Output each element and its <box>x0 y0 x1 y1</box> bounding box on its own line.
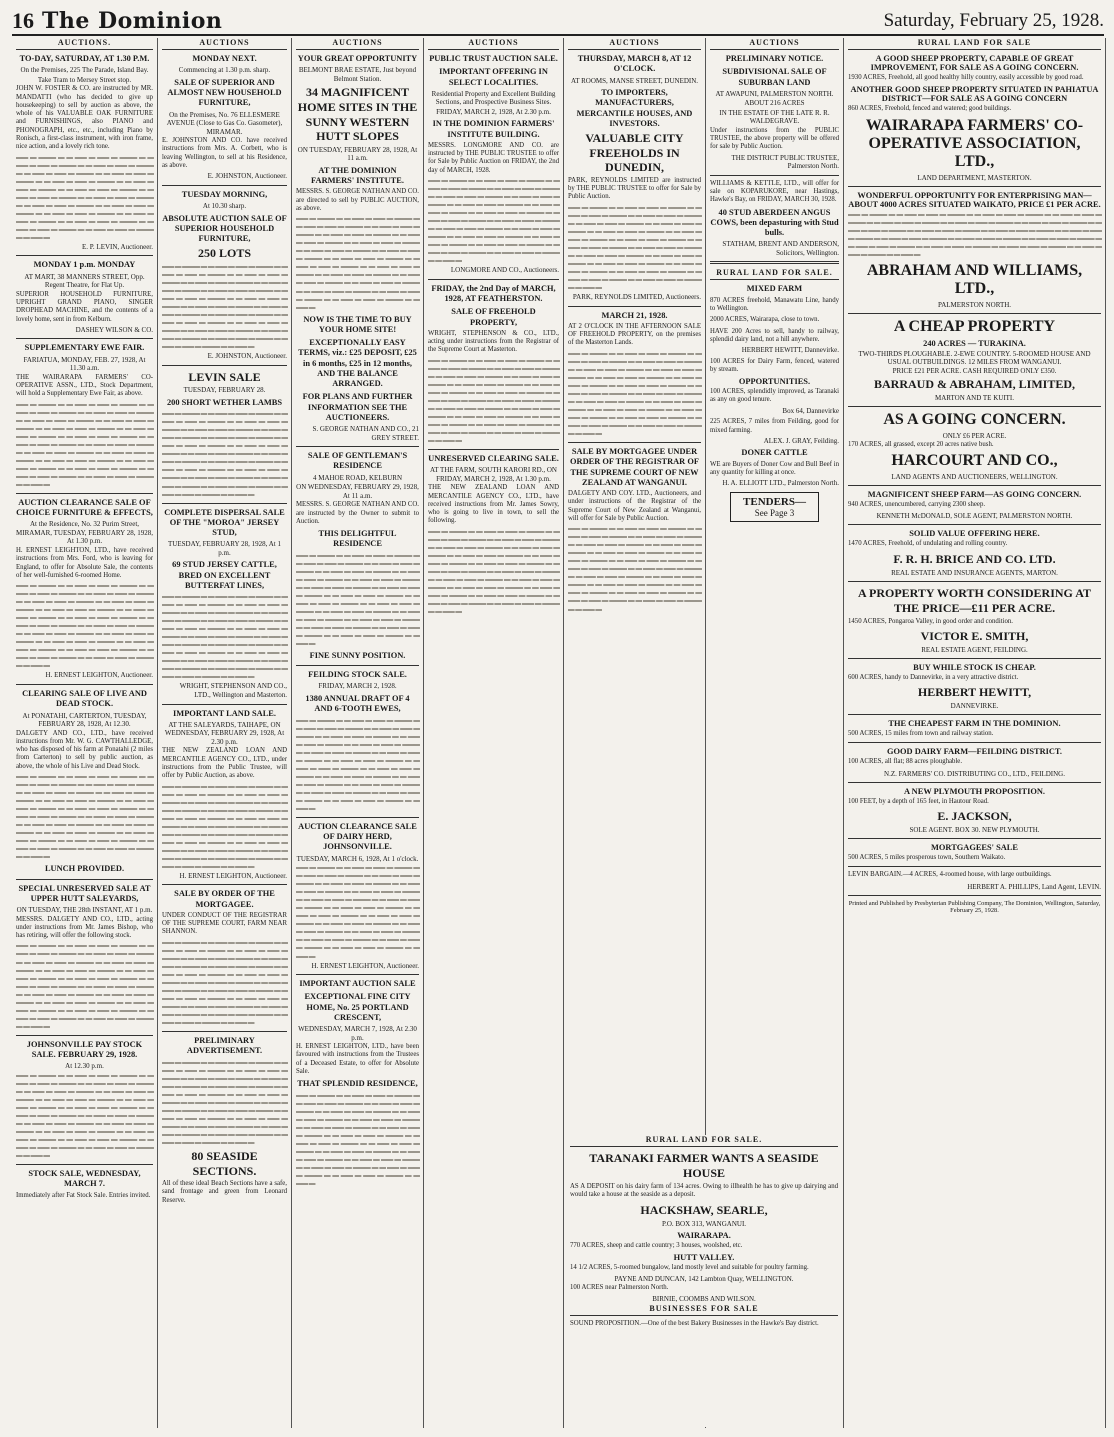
business-ad <box>570 1320 838 1328</box>
ad-place: AT ROOMS, MANSE STREET, DUNEDIN. <box>570 76 699 85</box>
ad-description: TWO-THIRDS PLOUGHABLE. 2-EWE COUNTRY. 5-ROOMED HOUSE AND USUAL OUTBUILDINGS. 12 MILES FROM WANGANUI. <box>858 349 1091 366</box>
ad-title: YOUR GREAT OPPORTUNITY <box>297 54 418 63</box>
land-ad <box>848 105 1101 113</box>
column-auctions-3 <box>292 38 424 1428</box>
ad-body: H. ERNEST LEIGHTON, LTD., have received instructions from Mrs. Ford, who is leaving for England, to offer for Absolute Sale, the contents of her well-furnished 6-roomed Home. <box>16 547 153 579</box>
column-heading: AUCTIONS <box>568 38 701 50</box>
ad-title: WONDERFUL OPPORTUNITY FOR ENTERPRISING MAN—ABOUT 4000 ACRES SITUATED WAIKATO, PRICE £1 PER ACRE. <box>848 190 1101 209</box>
ad-signature: PARK, REYNOLDS LIMITED, Auctioneers. <box>572 293 701 302</box>
ad-body: JOHN W. FOSTER & CO. are instructed by MR. MANDATTI (who has decided to give up housekeeping) to sell by auction as above, the whole of his VALUABLE OAK FURNITURE and FURNISHINGS, also PIANO and PHONOGRAPH, etc., etc., including Piano by Ronisch, a first-class instrument, with iron frame, nice action, and a lovely rich tone. <box>16 85 153 151</box>
land-ad <box>848 540 1101 548</box>
ad-signature: LONGMORE AND CO., Auctioneers. <box>450 266 559 275</box>
ad-body: 940 ACRES, unencumbered, carrying 2300 sheep. <box>848 501 986 509</box>
ad-detail: ▬▬ ▬ ▬▬▬ ▬ ▬ ▬▬ ▬ ▬▬ ▬ ▬▬▬ ▬ ▬ ▬▬ ▬ ▬▬ ▬ ▬▬▬ ▬ ▬ ▬▬ ▬ ▬▬ ▬ ▬▬▬ ▬ ▬ ▬▬ ▬ ▬▬ ▬ ▬▬▬ ▬ ▬ ▬▬ ▬ ▬▬ ▬ ▬▬▬ ▬ ▬ ▬▬ ▬ ▬▬ ▬ ▬▬▬ ▬ ▬ ▬▬ ▬ ▬▬ ▬ ▬▬▬ ▬ ▬ ▬▬ ▬ ▬▬ ▬ ▬▬▬ ▬ ▬ ▬▬ ▬ ▬▬ ▬ ▬▬▬ ▬ ▬ ▬▬ ▬ ▬▬ ▬ ▬▬▬ ▬ ▬ ▬▬ ▬ ▬▬ ▬ ▬▬▬ ▬ ▬ ▬▬ ▬ ▬▬ ▬ ▬▬▬ ▬ ▬ ▬▬ ▬ ▬▬ ▬ ▬▬▬ ▬ ▬ ▬▬ ▬ ▬▬ ▬ ▬▬▬ ▬ ▬ ▬▬ ▬ ▬▬ ▬ ▬▬▬ ▬ ▬ ▬▬ ▬ ▬▬ ▬ ▬▬▬ ▬ ▬ ▬▬ ▬ ▬▬ ▬ ▬▬▬ ▬ ▬ ▬▬ ▬ <box>16 942 153 1030</box>
ad-title: MAGNIFICENT SHEEP FARM—AS GOING CONCERN. <box>867 490 1082 500</box>
ad-body: THE WAIRARAPA FARMERS' CO-OPERATIVE ASSN., LTD., Stock Department, will hold a Supplementary Ewe Fair, as above. <box>16 373 153 398</box>
ad-title: FRIDAY, the 2nd Day of MARCH, 1928, AT FEATHERSTON. <box>431 283 556 304</box>
ad-headline: A PROPERTY WORTH CONSIDERING AT THE PRICE—£11 PER ACRE. <box>858 585 1091 615</box>
ad-date: TUESDAY, FEBRUARY 28, 1928, At 1 p.m. <box>168 540 281 557</box>
ad-signature: HERBERT HEWITT, Dannevirke. <box>741 346 839 355</box>
auction-ad <box>16 343 153 489</box>
auction-ad <box>296 979 419 1188</box>
ad-title: SALE OF GENTLEMAN'S RESIDENCE <box>307 451 408 471</box>
ad-body: 600 ACRES, handy to Dannevirke, in a very attractive district. <box>848 673 1019 681</box>
agent-name: F. R. H. BRICE AND CO. LTD. <box>893 551 1056 566</box>
agent-name: HARCOURT AND CO., <box>891 452 1058 470</box>
auction-ad <box>162 1036 287 1205</box>
auction-ad <box>16 689 153 875</box>
agent-place: MARTON AND TE KUITI. <box>934 393 1015 402</box>
ad-date: FRIDAY, MARCH 2, 1928, At 2.30 p.m. <box>436 107 551 116</box>
ad-body: 170 ACRES, all grassed, except 20 acres native bush. <box>848 440 994 448</box>
auction-ad <box>296 451 419 661</box>
ad-title: JOHNSONVILLE PAY STOCK SALE. FEBRUARY 29, 1928. <box>26 1039 143 1060</box>
agent-name: HACKSHAW, SEARLE, <box>640 1202 768 1217</box>
ad-detail: ▬▬ ▬ ▬▬▬ ▬ ▬ ▬▬ ▬ ▬▬ ▬ ▬▬▬ ▬ ▬ ▬▬ ▬ ▬▬ ▬ ▬▬▬ ▬ ▬ ▬▬ ▬ ▬▬ ▬ ▬▬▬ ▬ ▬ ▬▬ ▬ ▬▬ ▬ ▬▬▬ ▬ ▬ ▬▬ ▬ ▬▬ ▬ ▬▬▬ ▬ ▬ ▬▬ ▬ ▬▬ ▬ ▬▬▬ ▬ ▬ ▬▬ ▬ ▬▬ ▬ ▬▬▬ ▬ ▬ ▬▬ ▬ ▬▬ ▬ ▬▬▬ ▬ ▬ ▬▬ ▬ ▬▬ ▬ ▬▬▬ ▬ ▬ ▬▬ ▬ ▬▬ ▬ ▬▬▬ ▬ ▬ ▬▬ ▬ ▬▬ ▬ ▬▬▬ ▬ ▬ ▬▬ ▬ ▬▬ ▬ ▬▬▬ ▬ ▬ ▬▬ ▬ ▬▬ ▬ ▬▬▬ ▬ ▬ ▬▬ ▬ ▬▬ ▬ ▬▬▬ ▬ ▬ ▬▬ ▬ ▬▬ ▬ ▬▬▬ ▬ ▬ ▬▬ ▬ ▬▬ ▬ ▬▬▬ ▬ ▬ ▬▬ ▬ ▬▬ ▬ ▬▬▬ ▬ ▬ ▬▬ ▬ <box>848 210 1101 258</box>
ad-acres: ABOUT 216 ACRES <box>744 99 805 108</box>
ad-date: ON TUESDAY, THE 28th INSTANT, AT 1 p.m. <box>16 906 153 915</box>
ad-detail: ▬▬ ▬ ▬▬▬ ▬ ▬ ▬▬ ▬ ▬▬ ▬ ▬▬▬ ▬ ▬ ▬▬ ▬ ▬▬ ▬ ▬▬▬ ▬ ▬ ▬▬ ▬ ▬▬ ▬ ▬▬▬ ▬ ▬ ▬▬ ▬ ▬▬ ▬ ▬▬▬ ▬ ▬ ▬▬ ▬ ▬▬ ▬ ▬▬▬ ▬ ▬ ▬▬ ▬ ▬▬ ▬ ▬▬▬ ▬ ▬ ▬▬ ▬ ▬▬ ▬ ▬▬▬ ▬ ▬ ▬▬ ▬ ▬▬ ▬ ▬▬▬ ▬ ▬ ▬▬ ▬ ▬▬ ▬ ▬▬▬ ▬ ▬ ▬▬ ▬ ▬▬ ▬ ▬▬▬ ▬ ▬ ▬▬ ▬ ▬▬ ▬ ▬▬▬ ▬ ▬ ▬▬ ▬ ▬▬ ▬ ▬▬▬ ▬ ▬ ▬▬ ▬ ▬▬ ▬ ▬▬▬ ▬ ▬ ▬▬ ▬ ▬▬ ▬ ▬▬▬ ▬ ▬ ▬▬ ▬ ▬▬ ▬ ▬▬▬ ▬ ▬ ▬▬ ▬ ▬▬ ▬ ▬▬▬ ▬ ▬ ▬▬ ▬ ▬▬ ▬ ▬▬▬ ▬ ▬ ▬▬ ▬ <box>16 772 153 861</box>
auction-ad <box>16 1169 153 1200</box>
agent-name: ABRAHAM AND WILLIAMS, LTD., <box>866 261 1083 297</box>
ad-note: LUNCH PROVIDED. <box>44 864 125 874</box>
land-ad <box>848 871 1101 879</box>
ad-date: ON WEDNESDAY, FEBRUARY 29, 1928, At 11 a.m. <box>296 483 419 500</box>
ad-title: SPECIAL UNRESERVED SALE AT UPPER HUTT SALEYARDS, <box>18 883 151 903</box>
ad-detail: ▬▬ ▬ ▬▬▬ ▬ ▬ ▬▬ ▬ ▬▬ ▬ ▬▬▬ ▬ ▬ ▬▬ ▬ ▬▬ ▬ ▬▬▬ ▬ ▬ ▬▬ ▬ ▬▬ ▬ ▬▬▬ ▬ ▬ ▬▬ ▬ ▬▬ ▬ ▬▬▬ ▬ ▬ ▬▬ ▬ ▬▬ ▬ ▬▬▬ ▬ ▬ ▬▬ ▬ ▬▬ ▬ ▬▬▬ ▬ ▬ ▬▬ ▬ ▬▬ ▬ ▬▬▬ ▬ ▬ ▬▬ ▬ ▬▬ ▬ ▬▬▬ ▬ ▬ ▬▬ ▬ ▬▬ ▬ ▬▬▬ ▬ ▬ ▬▬ ▬ ▬▬ ▬ ▬▬▬ ▬ ▬ ▬▬ ▬ ▬▬ ▬ ▬▬▬ ▬ ▬ ▬▬ ▬ ▬▬ ▬ ▬▬▬ ▬ ▬ ▬▬ ▬ ▬▬ ▬ ▬▬▬ ▬ ▬ ▬▬ ▬ ▬▬ ▬ ▬▬▬ ▬ ▬ ▬▬ ▬ ▬▬ ▬ ▬▬▬ ▬ ▬ ▬▬ ▬ ▬▬ ▬ ▬▬▬ ▬ ▬ ▬▬ ▬ ▬▬ ▬ ▬▬▬ ▬ ▬ ▬▬ ▬ <box>296 215 419 311</box>
ad-place: At the Residence, No. 32 Purim Street, MIRAMAR, TUESDAY, FEBRUARY 28, 1928, At 1.30 p.m. <box>16 520 153 546</box>
ad-title: MIXED FARM <box>746 284 803 294</box>
ad-title: AUCTION CLEARANCE SALE OF DAIRY HERD, JOHNSONVILLE. <box>298 821 417 852</box>
ad-detail: ▬▬ ▬ ▬▬▬ ▬ ▬ ▬▬ ▬ ▬▬ ▬ ▬▬▬ ▬ ▬ ▬▬ ▬ ▬▬ ▬ ▬▬▬ ▬ ▬ ▬▬ ▬ ▬▬ ▬ ▬▬▬ ▬ ▬ ▬▬ ▬ ▬▬ ▬ ▬▬▬ ▬ ▬ ▬▬ ▬ ▬▬ ▬ ▬▬▬ ▬ ▬ ▬▬ ▬ ▬▬ ▬ ▬▬▬ ▬ ▬ ▬▬ ▬ ▬▬ ▬ ▬▬▬ ▬ ▬ ▬▬ ▬ ▬▬ ▬ ▬▬▬ ▬ ▬ ▬▬ ▬ ▬▬ ▬ ▬▬▬ ▬ ▬ ▬▬ ▬ ▬▬ ▬ ▬▬▬ ▬ ▬ ▬▬ ▬ ▬▬ ▬ ▬▬▬ ▬ ▬ ▬▬ ▬ ▬▬ ▬ ▬▬▬ ▬ ▬ ▬▬ ▬ ▬▬ ▬ ▬▬▬ ▬ ▬ ▬▬ ▬ ▬▬ ▬ ▬▬▬ ▬ ▬ ▬▬ ▬ ▬▬ ▬ ▬▬▬ ▬ ▬ ▬▬ ▬ ▬▬ ▬ ▬▬▬ ▬ ▬ ▬▬ ▬ ▬▬ ▬ ▬▬▬ ▬ ▬ ▬▬ ▬ <box>296 716 419 812</box>
ad-body: 500 ACRES, 5 miles prosperous town, Southern Waikato. <box>848 854 1006 861</box>
ad-body: THE NEW ZEALAND LOAN AND MERCANTILE AGENCY CO., LTD., have received instructions from Mr. James Sowry, who is going to live in town, to sell the following. <box>428 484 559 525</box>
ad-detail: ▬▬ ▬ ▬▬▬ ▬ ▬ ▬▬ ▬ ▬▬ ▬ ▬▬▬ ▬ ▬ ▬▬ ▬ ▬▬ ▬ ▬▬▬ ▬ ▬ ▬▬ ▬ ▬▬ ▬ ▬▬▬ ▬ ▬ ▬▬ ▬ ▬▬ ▬ ▬▬▬ ▬ ▬ ▬▬ ▬ ▬▬ ▬ ▬▬▬ ▬ ▬ ▬▬ ▬ ▬▬ ▬ ▬▬▬ ▬ ▬ ▬▬ ▬ ▬▬ ▬ ▬▬▬ ▬ ▬ ▬▬ ▬ ▬▬ ▬ ▬▬▬ ▬ ▬ ▬▬ ▬ ▬▬ ▬ ▬▬▬ ▬ ▬ ▬▬ ▬ ▬▬ ▬ ▬▬▬ ▬ ▬ ▬▬ ▬ ▬▬ ▬ ▬▬▬ ▬ ▬ ▬▬ ▬ ▬▬ ▬ ▬▬▬ ▬ ▬ ▬▬ ▬ ▬▬ ▬ ▬▬▬ ▬ ▬ ▬▬ ▬ ▬▬ ▬ ▬▬▬ ▬ ▬ ▬▬ ▬ ▬▬ ▬ ▬▬▬ ▬ ▬ ▬▬ ▬ ▬▬ ▬ ▬▬▬ ▬ ▬ ▬▬ ▬ ▬▬ ▬ ▬▬▬ ▬ ▬ ▬▬ ▬ <box>16 582 153 670</box>
printer-imprint: Printed and Published by Presbyterian Publishing Company, The Dominion, Wellington, Saturday, February 25, 1928. <box>848 899 1101 914</box>
ad-signature: ALEX. J. GRAY, Feilding. <box>763 436 839 445</box>
ad-title: A NEW PLYMOUTH PROPOSITION. <box>904 786 1045 796</box>
ad-subtitle: 240 ACRES — TURAKINA. <box>923 338 1026 348</box>
ad-detail: ▬▬ ▬ ▬▬▬ ▬ ▬ ▬▬ ▬ ▬▬ ▬ ▬▬▬ ▬ ▬ ▬▬ ▬ ▬▬ ▬ ▬▬▬ ▬ ▬ ▬▬ ▬ ▬▬ ▬ ▬▬▬ ▬ ▬ ▬▬ ▬ ▬▬ ▬ ▬▬▬ ▬ ▬ ▬▬ ▬ ▬▬ ▬ ▬▬▬ ▬ ▬ ▬▬ ▬ ▬▬ ▬ ▬▬▬ ▬ ▬ ▬▬ ▬ ▬▬ ▬ ▬▬▬ ▬ ▬ ▬▬ ▬ ▬▬ ▬ ▬▬▬ ▬ ▬ ▬▬ ▬ ▬▬ ▬ ▬▬▬ ▬ ▬ ▬▬ ▬ ▬▬ ▬ ▬▬▬ ▬ ▬ ▬▬ ▬ ▬▬ ▬ ▬▬▬ ▬ ▬ ▬▬ ▬ ▬▬ ▬ ▬▬▬ ▬ ▬ ▬▬ ▬ ▬▬ ▬ ▬▬▬ ▬ ▬ ▬▬ ▬ ▬▬ ▬ ▬▬▬ ▬ ▬ ▬▬ ▬ ▬▬ ▬ ▬▬▬ ▬ ▬ ▬▬ ▬ ▬▬ ▬ ▬▬▬ ▬ ▬ ▬▬ ▬ ▬▬ ▬ ▬▬▬ ▬ ▬ ▬▬ ▬ <box>162 262 287 351</box>
ad-place: At PONATAHI, CARTERTON, TUESDAY, FEBRUARY 28, 1928, At 12.30. <box>22 711 147 729</box>
land-ad <box>570 1264 838 1272</box>
ad-subtitle: ABSOLUTE AUCTION SALE OF SUPERIOR HOUSEHOLD FURNITURE, <box>162 213 287 244</box>
ad-body: THE NEW ZEALAND LOAN AND MERCANTILE AGENCY CO., LTD., under instructions from the Public Trustee, will offer by Public Auction, as above. <box>162 747 287 780</box>
column-auctions-4 <box>424 38 564 1428</box>
land-ad <box>710 448 839 487</box>
ad-signature: H. ERNEST LEIGHTON, Auctioneer. <box>45 671 153 680</box>
column-heading: AUCTIONS <box>428 38 559 50</box>
auction-ad <box>16 884 153 1031</box>
agent-dept: LAND DEPARTMENT, MASTERTON. <box>917 173 1032 182</box>
ad-lead: 80 SEASIDE SECTIONS. <box>191 1148 258 1178</box>
ad-detail: ▬▬ ▬ ▬▬▬ ▬ ▬ ▬▬ ▬ ▬▬ ▬ ▬▬▬ ▬ ▬ ▬▬ ▬ ▬▬ ▬ ▬▬▬ ▬ ▬ ▬▬ ▬ ▬▬ ▬ ▬▬▬ ▬ ▬ ▬▬ ▬ ▬▬ ▬ ▬▬▬ ▬ ▬ ▬▬ ▬ ▬▬ ▬ ▬▬▬ ▬ ▬ ▬▬ ▬ ▬▬ ▬ ▬▬▬ ▬ ▬ ▬▬ ▬ ▬▬ ▬ ▬▬▬ ▬ ▬ ▬▬ ▬ ▬▬ ▬ ▬▬▬ ▬ ▬ ▬▬ ▬ ▬▬ ▬ ▬▬▬ ▬ ▬ ▬▬ ▬ ▬▬ ▬ ▬▬▬ ▬ ▬ ▬▬ ▬ ▬▬ ▬ ▬▬▬ ▬ ▬ ▬▬ ▬ ▬▬ ▬ ▬▬▬ ▬ ▬ ▬▬ ▬ ▬▬ ▬ ▬▬▬ ▬ ▬ ▬▬ ▬ ▬▬ ▬ ▬▬▬ ▬ ▬ ▬▬ ▬ ▬▬ ▬ ▬▬▬ ▬ ▬ ▬▬ ▬ ▬▬ ▬ ▬▬▬ ▬ ▬ ▬▬ ▬ ▬▬ ▬ ▬▬▬ ▬ ▬ ▬▬ ▬ <box>428 356 559 444</box>
auction-ad <box>428 284 559 445</box>
auction-ad <box>710 54 839 171</box>
column-heading: RURAL LAND FOR SALE <box>848 38 1101 50</box>
ad-detail: ▬▬ ▬ ▬▬▬ ▬ ▬ ▬▬ ▬ ▬▬ ▬ ▬▬▬ ▬ ▬ ▬▬ ▬ ▬▬ ▬ ▬▬▬ ▬ ▬ ▬▬ ▬ ▬▬ ▬ ▬▬▬ ▬ ▬ ▬▬ ▬ ▬▬ ▬ ▬▬▬ ▬ ▬ ▬▬ ▬ ▬▬ ▬ ▬▬▬ ▬ ▬ ▬▬ ▬ ▬▬ ▬ ▬▬▬ ▬ ▬ ▬▬ ▬ ▬▬ ▬ ▬▬▬ ▬ ▬ ▬▬ ▬ ▬▬ ▬ ▬▬▬ ▬ ▬ ▬▬ ▬ ▬▬ ▬ ▬▬▬ ▬ ▬ ▬▬ ▬ ▬▬ ▬ ▬▬▬ ▬ ▬ ▬▬ ▬ ▬▬ ▬ ▬▬▬ ▬ ▬ ▬▬ ▬ ▬▬ ▬ ▬▬▬ ▬ ▬ ▬▬ ▬ ▬▬ ▬ ▬▬▬ ▬ ▬ ▬▬ ▬ ▬▬ ▬ ▬▬▬ ▬ ▬ ▬▬ ▬ ▬▬ ▬ ▬▬▬ ▬ ▬ ▬▬ ▬ ▬▬ ▬ ▬▬▬ ▬ ▬ ▬▬ ▬ ▬▬ ▬ ▬▬▬ ▬ ▬ ▬▬ ▬ <box>428 527 559 616</box>
auction-ad <box>162 709 287 881</box>
ad-place: On the Premises, 225 The Parade, Island Bay. <box>20 66 149 75</box>
ad-title: SALE BY MORTGAGEE UNDER ORDER OF THE REGISTRAR OF THE SUPREME COURT OF NEW ZEALAND AT WANGANUI. <box>570 447 699 487</box>
ad-detail: ▬▬ ▬ ▬▬▬ ▬ ▬ ▬▬ ▬ ▬▬ ▬ ▬▬▬ ▬ ▬ ▬▬ ▬ ▬▬ ▬ ▬▬▬ ▬ ▬ ▬▬ ▬ ▬▬ ▬ ▬▬▬ ▬ ▬ ▬▬ ▬ ▬▬ ▬ ▬▬▬ ▬ ▬ ▬▬ ▬ ▬▬ ▬ ▬▬▬ ▬ ▬ ▬▬ ▬ ▬▬ ▬ ▬▬▬ ▬ ▬ ▬▬ ▬ ▬▬ ▬ ▬▬▬ ▬ ▬ ▬▬ ▬ ▬▬ ▬ ▬▬▬ ▬ ▬ ▬▬ ▬ ▬▬ ▬ ▬▬▬ ▬ ▬ ▬▬ ▬ ▬▬ ▬ ▬▬▬ ▬ ▬ ▬▬ ▬ ▬▬ ▬ ▬▬▬ ▬ ▬ ▬▬ ▬ ▬▬ ▬ ▬▬▬ ▬ ▬ ▬▬ ▬ ▬▬ ▬ ▬▬▬ ▬ ▬ ▬▬ ▬ ▬▬ ▬ ▬▬▬ ▬ ▬ ▬▬ ▬ ▬▬ ▬ ▬▬▬ ▬ ▬ ▬▬ ▬ ▬▬ ▬ ▬▬▬ ▬ ▬ ▬▬ ▬ ▬▬ ▬ ▬▬▬ ▬ ▬ ▬▬ ▬ <box>162 410 287 498</box>
ad-signature: E. P. LEVIN, Auctioneer. <box>82 242 153 251</box>
ad-body: DALGETY AND COY. LTD., Auctioneers, and under instructions of the Registrar of the Supreme Court of New Zealand at Wanganui, will offer for Sale by Public Auction. <box>568 490 701 522</box>
column-rural-land <box>844 38 1106 1428</box>
ad-signature: H. A. ELLIOTT LTD., Palmerston North. <box>722 479 839 488</box>
column-heading: AUCTIONS <box>296 38 419 50</box>
ad-body: 2000 ACRES, Wairarapa, close to town. <box>710 316 820 324</box>
ad-detail: ▬▬ ▬ ▬▬▬ ▬ ▬ ▬▬ ▬ ▬▬ ▬ ▬▬▬ ▬ ▬ ▬▬ ▬ ▬▬ ▬ ▬▬▬ ▬ ▬ ▬▬ ▬ ▬▬ ▬ ▬▬▬ ▬ ▬ ▬▬ ▬ ▬▬ ▬ ▬▬▬ ▬ ▬ ▬▬ ▬ ▬▬ ▬ ▬▬▬ ▬ ▬ ▬▬ ▬ ▬▬ ▬ ▬▬▬ ▬ ▬ ▬▬ ▬ ▬▬ ▬ ▬▬▬ ▬ ▬ ▬▬ ▬ ▬▬ ▬ ▬▬▬ ▬ ▬ ▬▬ ▬ ▬▬ ▬ ▬▬▬ ▬ ▬ ▬▬ ▬ ▬▬ ▬ ▬▬▬ ▬ ▬ ▬▬ ▬ ▬▬ ▬ ▬▬▬ ▬ ▬ ▬▬ ▬ ▬▬ ▬ ▬▬▬ ▬ ▬ ▬▬ ▬ ▬▬ ▬ ▬▬▬ ▬ ▬ ▬▬ ▬ ▬▬ ▬ ▬▬▬ ▬ ▬ ▬▬ ▬ ▬▬ ▬ ▬▬▬ ▬ ▬ ▬▬ ▬ ▬▬ ▬ ▬▬▬ ▬ ▬ ▬▬ ▬ ▬▬ ▬ ▬▬▬ ▬ ▬ ▬▬ ▬ <box>428 176 559 265</box>
ad-body: PARK, REYNOLDS LIMITED are instructed by THE PUBLIC TRUSTEE to offer for Sale by Public Auction. <box>568 176 701 201</box>
ad-body: E. JOHNSTON AND CO. have received instructions from Mrs. A. Corbett, who is leaving Wellington, to sell at his Residence, as above. <box>162 137 287 169</box>
land-ad <box>710 316 839 324</box>
ad-place: On the Premises, No. 76 ELLESMERE AVENUE (Close to Gas Co. Gasometer), MIRAMAR. <box>166 110 283 136</box>
ad-lead: 69 STUD JERSEY CATTLE, BRED ON EXCELLENT BUTTERFAT LINES, <box>172 560 277 590</box>
ad-detail: ▬▬ ▬ ▬▬▬ ▬ ▬ ▬▬ ▬ ▬▬ ▬ ▬▬▬ ▬ ▬ ▬▬ ▬ ▬▬ ▬ ▬▬▬ ▬ ▬ ▬▬ ▬ ▬▬ ▬ ▬▬▬ ▬ ▬ ▬▬ ▬ ▬▬ ▬ ▬▬▬ ▬ ▬ ▬▬ ▬ ▬▬ ▬ ▬▬▬ ▬ ▬ ▬▬ ▬ ▬▬ ▬ ▬▬▬ ▬ ▬ ▬▬ ▬ ▬▬ ▬ ▬▬▬ ▬ ▬ ▬▬ ▬ ▬▬ ▬ ▬▬▬ ▬ ▬ ▬▬ ▬ ▬▬ ▬ ▬▬▬ ▬ ▬ ▬▬ ▬ ▬▬ ▬ ▬▬▬ ▬ ▬ ▬▬ ▬ ▬▬ ▬ ▬▬▬ ▬ ▬ ▬▬ ▬ ▬▬ ▬ ▬▬▬ ▬ ▬ ▬▬ ▬ ▬▬ ▬ ▬▬▬ ▬ ▬ ▬▬ ▬ ▬▬ ▬ ▬▬▬ ▬ ▬ ▬▬ ▬ ▬▬ ▬ ▬▬▬ ▬ ▬ ▬▬ ▬ ▬▬ ▬ ▬▬▬ ▬ ▬ ▬▬ ▬ ▬▬ ▬ ▬▬▬ ▬ ▬ ▬▬ ▬ <box>162 1058 287 1146</box>
ad-title: TUESDAY MORNING, <box>181 189 268 199</box>
ad-title: STOCK SALE, WEDNESDAY, MARCH 7. <box>28 1169 141 1189</box>
ad-body: 870 ACRES freehold, Manawatu Line, handy to Wellington. <box>710 296 839 312</box>
ad-body: All of these ideal Beach Sections have a safe, sand frontage and green from Leonard Reserve. <box>162 1180 287 1204</box>
land-ad <box>570 1242 838 1250</box>
rural-land-block <box>566 1135 842 1427</box>
land-ad <box>710 418 839 445</box>
ad-title: IMPORTANT LAND SALE. <box>173 708 276 718</box>
ad-body: 500 ACRES, 15 miles from town and railway station. <box>848 730 994 738</box>
ad-subtitle: SALE OF SUPERIOR AND ALMOST NEW HOUSEHOLD FURNITURE, <box>167 77 282 108</box>
ad-venue: AT THE DOMINION FARMERS' INSTITUTE. <box>311 165 404 186</box>
ad-place: AT THE FARM, SOUTH KARORI RD., ON FRIDAY, MARCH 2, 1928, At 1.30 p.m. <box>430 466 557 483</box>
ad-body: DALGETY AND CO., LTD., have received instructions from Mr. W. G. CAWTHALLEDGE, who has disposed of his farm at Ponatahi (2 miles from Carterton) to sell by public auction, as above, the whole of his Live and Dead Stock. <box>16 729 153 770</box>
ad-date: TUESDAY, FEBRUARY 28. <box>183 386 266 395</box>
auction-ad <box>428 54 559 275</box>
ad-body: Immediately after Fat Stock Sale. Entries invited. <box>16 1191 151 1199</box>
ad-headline: A CHEAP PROPERTY <box>893 317 1056 335</box>
ad-subtitle: ONLY £6 PER ACRE. <box>942 431 1007 440</box>
tenders-title: TENDERS— <box>743 495 806 508</box>
ad-signature: Box 64, Dannevirke <box>782 406 839 415</box>
ad-signature: DASHEY WILSON & CO. <box>75 325 153 334</box>
ad-detail: ▬▬ ▬ ▬▬▬ ▬ ▬ ▬▬ ▬ ▬▬ ▬ ▬▬▬ ▬ ▬ ▬▬ ▬ ▬▬ ▬ ▬▬▬ ▬ ▬ ▬▬ ▬ ▬▬ ▬ ▬▬▬ ▬ ▬ ▬▬ ▬ ▬▬ ▬ ▬▬▬ ▬ ▬ ▬▬ ▬ ▬▬ ▬ ▬▬▬ ▬ ▬ ▬▬ ▬ ▬▬ ▬ ▬▬▬ ▬ ▬ ▬▬ ▬ ▬▬ ▬ ▬▬▬ ▬ ▬ ▬▬ ▬ ▬▬ ▬ ▬▬▬ ▬ ▬ ▬▬ ▬ ▬▬ ▬ ▬▬▬ ▬ ▬ ▬▬ ▬ ▬▬ ▬ ▬▬▬ ▬ ▬ ▬▬ ▬ ▬▬ ▬ ▬▬▬ ▬ ▬ ▬▬ ▬ ▬▬ ▬ ▬▬▬ ▬ ▬ ▬▬ ▬ ▬▬ ▬ ▬▬▬ ▬ ▬ ▬▬ ▬ ▬▬ ▬ ▬▬▬ ▬ ▬ ▬▬ ▬ ▬▬ ▬ ▬▬▬ ▬ ▬ ▬▬ ▬ ▬▬ ▬ ▬▬▬ ▬ ▬ ▬▬ ▬ ▬▬ ▬ ▬▬▬ ▬ ▬ ▬▬ ▬ <box>296 864 419 960</box>
ad-place: BELMONT BRAE ESTATE, Just beyond Belmont Station. <box>298 66 417 83</box>
auction-ad <box>296 54 419 442</box>
ad-lead: 1380 ANNUAL DRAFT OF 4 AND 6-TOOTH EWES, <box>305 694 410 714</box>
ad-lots: 250 LOTS <box>197 246 251 261</box>
tenders-box <box>730 492 819 522</box>
auction-ad <box>16 498 153 680</box>
ad-body: MESSRS. S. GEORGE NATHAN AND CO. are directed to sell by PUBLIC AUCTION, as above. <box>296 188 419 212</box>
land-ad <box>848 854 1101 862</box>
auction-ad <box>428 454 559 616</box>
ad-body: H. ERNEST LEIGHTON, LTD., have been favoured with instructions from the Trustees of a Deceased Estate, to offer for Absolute Sale. <box>296 1043 419 1075</box>
ad-lead: 40 STUD ABERDEEN ANGUS COWS, been depasturing with Stud bulls. <box>710 207 839 238</box>
column-auctions-2 <box>158 38 292 1428</box>
paper-title: The Dominion <box>42 8 223 34</box>
land-ad <box>848 730 1101 738</box>
agent-place: REAL ESTATE AND INSURANCE AGENTS, MARTON. <box>891 568 1058 577</box>
land-ad <box>710 358 839 375</box>
ad-title: THURSDAY, MARCH 8, AT 12 O'CLOCK. <box>577 54 692 74</box>
ad-body: WE are Buyers of Doner Cow and Bull Beef in any quantity for killing at once. <box>710 460 839 476</box>
ad-detail: ▬▬ ▬ ▬▬▬ ▬ ▬ ▬▬ ▬ ▬▬ ▬ ▬▬▬ ▬ ▬ ▬▬ ▬ ▬▬ ▬ ▬▬▬ ▬ ▬ ▬▬ ▬ ▬▬ ▬ ▬▬▬ ▬ ▬ ▬▬ ▬ ▬▬ ▬ ▬▬▬ ▬ ▬ ▬▬ ▬ ▬▬ ▬ ▬▬▬ ▬ ▬ ▬▬ ▬ ▬▬ ▬ ▬▬▬ ▬ ▬ ▬▬ ▬ ▬▬ ▬ ▬▬▬ ▬ ▬ ▬▬ ▬ ▬▬ ▬ ▬▬▬ ▬ ▬ ▬▬ ▬ ▬▬ ▬ ▬▬▬ ▬ ▬ ▬▬ ▬ ▬▬ ▬ ▬▬▬ ▬ ▬ ▬▬ ▬ ▬▬ ▬ ▬▬▬ ▬ ▬ ▬▬ ▬ ▬▬ ▬ ▬▬▬ ▬ ▬ ▬▬ ▬ ▬▬ ▬ ▬▬▬ ▬ ▬ ▬▬ ▬ ▬▬ ▬ ▬▬▬ ▬ ▬ ▬▬ ▬ ▬▬ ▬ ▬▬▬ ▬ ▬ ▬▬ ▬ ▬▬ ▬ ▬▬▬ ▬ ▬ ▬▬ ▬ ▬▬ ▬ ▬▬▬ ▬ ▬ ▬▬ ▬ <box>16 153 153 241</box>
section-heading: BUSINESSES FOR SALE <box>570 1304 838 1316</box>
column-heading: AUCTIONS <box>162 38 287 50</box>
ad-title: DONER CATTLE <box>741 448 808 458</box>
ad-title: FEILDING STOCK SALE. <box>308 670 407 680</box>
ad-body: 1450 ACRES, Pongaroa Valley, in good order and condition. <box>848 617 1013 625</box>
ad-body: 100 ACRES near Palmerston North. <box>570 1284 669 1292</box>
ad-signature: HERBERT A. PHILLIPS, Land Agent, LEVIN. <box>967 882 1101 891</box>
agent-place: SOLE AGENT. BOX 30. NEW PLYMOUTH. <box>909 826 1040 834</box>
section-heading: RURAL LAND FOR SALE. <box>710 268 839 280</box>
ad-signature: PAYNE AND DUNCAN, 142 Lambton Quay, WELLINGTON. <box>614 1275 794 1284</box>
ad-body: 860 ACRES, Freehold, fenced and watered; good buildings. <box>848 105 1012 113</box>
ad-body: 225 ACRES, 7 miles from Feilding, good for mixed farming. <box>710 418 839 434</box>
auction-ad <box>16 1040 153 1160</box>
auction-ad <box>568 54 701 302</box>
ad-title: MARCH 21, 1928. <box>601 310 668 320</box>
ad-signature: WRIGHT, STEPHENSON AND CO., LTD., Wellington and Masterton. <box>179 682 287 699</box>
ad-title: BUY WHILE STOCK IS CHEAP. <box>913 662 1036 672</box>
ad-body: 100 ACRES, splendidly improved, as Taranaki as any on good tenure. <box>710 388 839 404</box>
ad-body: AT 2 O'CLOCK IN THE AFTERNOON SALE OF FREEHOLD PROPERTY, on the premises of the Masterton Lands. <box>568 322 701 347</box>
ad-body: HAVE 200 Acres to sell, handy to railway, splendid dairy land, not a hill anywhere. <box>710 327 839 343</box>
ad-detail: ▬▬ ▬ ▬▬▬ ▬ ▬ ▬▬ ▬ ▬▬ ▬ ▬▬▬ ▬ ▬ ▬▬ ▬ ▬▬ ▬ ▬▬▬ ▬ ▬ ▬▬ ▬ ▬▬ ▬ ▬▬▬ ▬ ▬ ▬▬ ▬ ▬▬ ▬ ▬▬▬ ▬ ▬ ▬▬ ▬ ▬▬ ▬ ▬▬▬ ▬ ▬ ▬▬ ▬ ▬▬ ▬ ▬▬▬ ▬ ▬ ▬▬ ▬ ▬▬ ▬ ▬▬▬ ▬ ▬ ▬▬ ▬ ▬▬ ▬ ▬▬▬ ▬ ▬ ▬▬ ▬ ▬▬ ▬ ▬▬▬ ▬ ▬ ▬▬ ▬ ▬▬ ▬ ▬▬▬ ▬ ▬ ▬▬ ▬ ▬▬ ▬ ▬▬▬ ▬ ▬ ▬▬ ▬ ▬▬ ▬ ▬▬▬ ▬ ▬ ▬▬ ▬ ▬▬ ▬ ▬▬▬ ▬ ▬ ▬▬ ▬ ▬▬ ▬ ▬▬▬ ▬ ▬ ▬▬ ▬ ▬▬ ▬ ▬▬▬ ▬ ▬ ▬▬ ▬ ▬▬ ▬ ▬▬▬ ▬ ▬ ▬▬ ▬ ▬▬ ▬ ▬▬▬ ▬ ▬ ▬▬ ▬ <box>296 551 419 647</box>
ad-body: 1930 ACRES, Freehold, all good healthy hilly country, easily accessible by good road. <box>848 74 1084 81</box>
ad-subtitle: SALE OF FREEHOLD PROPERTY, <box>451 307 536 327</box>
column-heading: AUCTIONS <box>710 38 839 50</box>
ad-body: 770 ACRES, sheep and cattle country; 3 houses, woolshed, etc. <box>570 1241 743 1249</box>
ad-title: IMPORTANT AUCTION SALE <box>299 979 416 989</box>
ad-detail: ▬▬ ▬ ▬▬▬ ▬ ▬ ▬▬ ▬ ▬▬ ▬ ▬▬▬ ▬ ▬ ▬▬ ▬ ▬▬ ▬ ▬▬▬ ▬ ▬ ▬▬ ▬ ▬▬ ▬ ▬▬▬ ▬ ▬ ▬▬ ▬ ▬▬ ▬ ▬▬▬ ▬ ▬ ▬▬ ▬ ▬▬ ▬ ▬▬▬ ▬ ▬ ▬▬ ▬ ▬▬ ▬ ▬▬▬ ▬ ▬ ▬▬ ▬ ▬▬ ▬ ▬▬▬ ▬ ▬ ▬▬ ▬ ▬▬ ▬ ▬▬▬ ▬ ▬ ▬▬ ▬ ▬▬ ▬ ▬▬▬ ▬ ▬ ▬▬ ▬ ▬▬ ▬ ▬▬▬ ▬ ▬ ▬▬ ▬ ▬▬ ▬ ▬▬▬ ▬ ▬ ▬▬ ▬ ▬▬ ▬ ▬▬▬ ▬ ▬ ▬▬ ▬ ▬▬ ▬ ▬▬▬ ▬ ▬ ▬▬ ▬ ▬▬ ▬ ▬▬▬ ▬ ▬ ▬▬ ▬ ▬▬ ▬ ▬▬▬ ▬ ▬ ▬▬ ▬ ▬▬ ▬ ▬▬▬ ▬ ▬ ▬▬ ▬ ▬▬ ▬ ▬▬▬ ▬ ▬ ▬▬ ▬ <box>162 782 287 870</box>
section-heading: RURAL LAND FOR SALE. <box>570 1135 838 1147</box>
auction-ad <box>162 370 287 499</box>
date-line: Saturday, February 25, 1928. <box>883 10 1104 31</box>
ad-detail: ▬▬ ▬ ▬▬▬ ▬ ▬ ▬▬ ▬ ▬▬ ▬ ▬▬▬ ▬ ▬ ▬▬ ▬ ▬▬ ▬ ▬▬▬ ▬ ▬ ▬▬ ▬ ▬▬ ▬ ▬▬▬ ▬ ▬ ▬▬ ▬ ▬▬ ▬ ▬▬▬ ▬ ▬ ▬▬ ▬ ▬▬ ▬ ▬▬▬ ▬ ▬ ▬▬ ▬ ▬▬ ▬ ▬▬▬ ▬ ▬ ▬▬ ▬ ▬▬ ▬ ▬▬▬ ▬ ▬ ▬▬ ▬ ▬▬ ▬ ▬▬▬ ▬ ▬ ▬▬ ▬ ▬▬ ▬ ▬▬▬ ▬ ▬ ▬▬ ▬ ▬▬ ▬ ▬▬▬ ▬ ▬ ▬▬ ▬ ▬▬ ▬ ▬▬▬ ▬ ▬ ▬▬ ▬ ▬▬ ▬ ▬▬▬ ▬ ▬ ▬▬ ▬ ▬▬ ▬ ▬▬▬ ▬ ▬ ▬▬ ▬ ▬▬ ▬ ▬▬▬ ▬ ▬ ▬▬ ▬ ▬▬ ▬ ▬▬▬ ▬ ▬ ▬▬ ▬ ▬▬ ▬ ▬▬▬ ▬ ▬ ▬▬ ▬ ▬▬ ▬ ▬▬▬ ▬ ▬ ▬▬ ▬ <box>162 593 287 681</box>
ad-title: PRELIMINARY NOTICE. <box>725 54 824 63</box>
ad-date: TUESDAY, MARCH 6, 1928, At 1 o'clock. <box>296 854 419 863</box>
ad-place: AT AWAPUNI, PALMERSTON NORTH. <box>715 89 834 98</box>
agent-place: LAND AGENTS AND AUCTIONEERS, WELLINGTON. <box>891 473 1058 482</box>
ad-title: HUTT VALLEY. <box>673 1252 735 1262</box>
ad-lead: 34 MAGNIFICENT HOME SITES IN THE SUNNY WESTERN HUTT SLOPES <box>297 85 418 144</box>
auction-ad <box>296 822 419 970</box>
ad-detail: ▬▬ ▬ ▬▬▬ ▬ ▬ ▬▬ ▬ ▬▬ ▬ ▬▬▬ ▬ ▬ ▬▬ ▬ ▬▬ ▬ ▬▬▬ ▬ ▬ ▬▬ ▬ ▬▬ ▬ ▬▬▬ ▬ ▬ ▬▬ ▬ ▬▬ ▬ ▬▬▬ ▬ ▬ ▬▬ ▬ ▬▬ ▬ ▬▬▬ ▬ ▬ ▬▬ ▬ ▬▬ ▬ ▬▬▬ ▬ ▬ ▬▬ ▬ ▬▬ ▬ ▬▬▬ ▬ ▬ ▬▬ ▬ ▬▬ ▬ ▬▬▬ ▬ ▬ ▬▬ ▬ ▬▬ ▬ ▬▬▬ ▬ ▬ ▬▬ ▬ ▬▬ ▬ ▬▬▬ ▬ ▬ ▬▬ ▬ ▬▬ ▬ ▬▬▬ ▬ ▬ ▬▬ ▬ ▬▬ ▬ ▬▬▬ ▬ ▬ ▬▬ ▬ ▬▬ ▬ ▬▬▬ ▬ ▬ ▬▬ ▬ ▬▬ ▬ ▬▬▬ ▬ ▬ ▬▬ ▬ ▬▬ ▬ ▬▬▬ ▬ ▬ ▬▬ ▬ ▬▬ ▬ ▬▬▬ ▬ ▬ ▬▬ ▬ ▬▬ ▬ ▬▬▬ ▬ ▬ ▬▬ ▬ <box>296 1091 419 1187</box>
land-ad <box>848 758 1101 766</box>
ad-date: ON TUESDAY, FEBRUARY 28, 1928, At 11 a.m. <box>297 145 418 163</box>
ad-place: AT THE SALEYARDS, TAIHAPE, ON WEDNESDAY, FEBRUARY 29, 1928, At 2.30 p.m. <box>164 720 285 746</box>
ad-body: AS A DEPOSIT on his dairy farm of 134 acres. Owing to illhealth he has to give up dairying and would take a house at the seaside as a deposit. <box>570 1183 838 1199</box>
land-ad <box>710 328 839 355</box>
ad-detail: ▬▬ ▬ ▬▬▬ ▬ ▬ ▬▬ ▬ ▬▬ ▬ ▬▬▬ ▬ ▬ ▬▬ ▬ ▬▬ ▬ ▬▬▬ ▬ ▬ ▬▬ ▬ ▬▬ ▬ ▬▬▬ ▬ ▬ ▬▬ ▬ ▬▬ ▬ ▬▬▬ ▬ ▬ ▬▬ ▬ ▬▬ ▬ ▬▬▬ ▬ ▬ ▬▬ ▬ ▬▬ ▬ ▬▬▬ ▬ ▬ ▬▬ ▬ ▬▬ ▬ ▬▬▬ ▬ ▬ ▬▬ ▬ ▬▬ ▬ ▬▬▬ ▬ ▬ ▬▬ ▬ ▬▬ ▬ ▬▬▬ ▬ ▬ ▬▬ ▬ ▬▬ ▬ ▬▬▬ ▬ ▬ ▬▬ ▬ ▬▬ ▬ ▬▬▬ ▬ ▬ ▬▬ ▬ ▬▬ ▬ ▬▬▬ ▬ ▬ ▬▬ ▬ ▬▬ ▬ ▬▬▬ ▬ ▬ ▬▬ ▬ ▬▬ ▬ ▬▬▬ ▬ ▬ ▬▬ ▬ ▬▬ ▬ ▬▬▬ ▬ ▬ ▬▬ ▬ ▬▬ ▬ ▬▬▬ ▬ ▬ ▬▬ ▬ ▬▬ ▬ ▬▬▬ ▬ ▬ ▬▬ ▬ <box>162 938 287 1027</box>
ad-signature: STATHAM, BRENT AND ANDERSON, Solicitors, Wellington. <box>722 240 839 257</box>
ad-body: Under instructions from the PUBLIC TRUSTEE, the above property will be offered for sale by Public Auction. <box>710 126 839 151</box>
agent-name: WAIRARAPA FARMERS' CO-OPERATIVE ASSOCIATION, LTD., <box>865 116 1084 170</box>
ad-signature: THE DISTRICT PUBLIC TRUSTEE, Palmerston North. <box>731 153 839 171</box>
ad-description: Residential Property and Excellent Building Sections, and Prospective Business Sites. <box>431 89 556 107</box>
auction-ad <box>568 447 701 613</box>
agent-name: E. JACKSON, <box>937 809 1012 823</box>
ad-time: At 12.30 p.m. <box>65 1062 104 1071</box>
ad-date: WEDNESDAY, MARCH 7, 1928, At 2.30 p.m. <box>298 1025 417 1042</box>
ad-time: At 10.30 sharp. <box>202 202 247 211</box>
ad-body: 14 1/2 ACRES, 5-roomed bungalow, land mostly level and suitable for poultry farming. <box>570 1263 809 1271</box>
ad-body: MESSRS. LONGMORE AND CO. are instructed by THE PUBLIC TRUSTEE to offer for Sale by Public Auction on FRIDAY, the 2nd day of MARCH, 1928. <box>428 141 559 174</box>
land-ad <box>710 284 839 313</box>
agent-place: DANNEVIRKE. <box>950 702 999 711</box>
ad-signature: E. JOHNSTON, Auctioneer. <box>207 172 287 181</box>
ad-estate: IN THE ESTATE OF THE LATE R. R. WALDEGRAVE. <box>719 108 830 126</box>
ad-detail: ▬▬ ▬ ▬▬▬ ▬ ▬ ▬▬ ▬ ▬▬ ▬ ▬▬▬ ▬ ▬ ▬▬ ▬ ▬▬ ▬ ▬▬▬ ▬ ▬ ▬▬ ▬ ▬▬ ▬ ▬▬▬ ▬ ▬ ▬▬ ▬ ▬▬ ▬ ▬▬▬ ▬ ▬ ▬▬ ▬ ▬▬ ▬ ▬▬▬ ▬ ▬ ▬▬ ▬ ▬▬ ▬ ▬▬▬ ▬ ▬ ▬▬ ▬ ▬▬ ▬ ▬▬▬ ▬ ▬ ▬▬ ▬ ▬▬ ▬ ▬▬▬ ▬ ▬ ▬▬ ▬ ▬▬ ▬ ▬▬▬ ▬ ▬ ▬▬ ▬ ▬▬ ▬ ▬▬▬ ▬ ▬ ▬▬ ▬ ▬▬ ▬ ▬▬▬ ▬ ▬ ▬▬ ▬ ▬▬ ▬ ▬▬▬ ▬ ▬ ▬▬ ▬ ▬▬ ▬ ▬▬▬ ▬ ▬ ▬▬ ▬ ▬▬ ▬ ▬▬▬ ▬ ▬ ▬▬ ▬ ▬▬ ▬ ▬▬▬ ▬ ▬ ▬▬ ▬ ▬▬ ▬ ▬▬▬ ▬ ▬ ▬▬ ▬ ▬▬ ▬ ▬▬▬ ▬ ▬ ▬▬ ▬ <box>568 349 701 438</box>
ad-date: FARIATUA, MONDAY, FEB. 27, 1928, At 11.30 a.m. <box>23 355 146 373</box>
ad-body: SOUND PROPOSITION.—One of the best Bakery Businesses in the Hawke's Bay district. <box>570 1320 819 1328</box>
ad-lead: 200 SHORT WETHER LAMBS <box>166 397 283 407</box>
auction-ad <box>710 180 839 258</box>
agent-name: BARRAUD & ABRAHAM, LIMITED, <box>873 376 1075 391</box>
auction-ad <box>162 508 287 700</box>
land-ad <box>848 618 1101 626</box>
ad-body: 100 ACRES for Dairy Farm, fenced, watered by stream. <box>710 357 839 373</box>
ad-subtitle: TO IMPORTERS, MANUFACTURERS, MERCANTILE HOUSES, AND INVESTORS. <box>576 88 693 128</box>
ad-headline: AS A GOING CONCERN. <box>883 410 1066 428</box>
ad-subtitle: IMPORTANT OFFERING IN SELECT LOCALITIES. <box>439 67 548 87</box>
ad-detail: ▬▬ ▬ ▬▬▬ ▬ ▬ ▬▬ ▬ ▬▬ ▬ ▬▬▬ ▬ ▬ ▬▬ ▬ ▬▬ ▬ ▬▬▬ ▬ ▬ ▬▬ ▬ ▬▬ ▬ ▬▬▬ ▬ ▬ ▬▬ ▬ ▬▬ ▬ ▬▬▬ ▬ ▬ ▬▬ ▬ ▬▬ ▬ ▬▬▬ ▬ ▬ ▬▬ ▬ ▬▬ ▬ ▬▬▬ ▬ ▬ ▬▬ ▬ ▬▬ ▬ ▬▬▬ ▬ ▬ ▬▬ ▬ ▬▬ ▬ ▬▬▬ ▬ ▬ ▬▬ ▬ ▬▬ ▬ ▬▬▬ ▬ ▬ ▬▬ ▬ ▬▬ ▬ ▬▬▬ ▬ ▬ ▬▬ ▬ ▬▬ ▬ ▬▬▬ ▬ ▬ ▬▬ ▬ ▬▬ ▬ ▬▬▬ ▬ ▬ ▬▬ ▬ ▬▬ ▬ ▬▬▬ ▬ ▬ ▬▬ ▬ ▬▬ ▬ ▬▬▬ ▬ ▬ ▬▬ ▬ ▬▬ ▬ ▬▬▬ ▬ ▬ ▬▬ ▬ ▬▬ ▬ ▬▬▬ ▬ ▬ ▬▬ ▬ ▬▬ ▬ ▬▬▬ ▬ ▬ ▬▬ ▬ <box>16 1071 153 1160</box>
agent-name: VICTOR E. SMITH, <box>920 628 1029 643</box>
section-heading: OPPORTUNITIES. <box>738 377 811 387</box>
ad-note: Take Tram to Mersey Street stop. <box>37 75 132 84</box>
ad-time: Commencing at 1.30 p.m. sharp. <box>178 66 271 75</box>
ad-title: ANOTHER GOOD SHEEP PROPERTY SITUATED IN PAHIATUA DISTRICT—FOR SALE AS A GOING CONCERN <box>850 85 1099 104</box>
ad-title: GOOD DAIRY FARM—FEILDING DISTRICT. <box>887 747 1062 757</box>
ad-title: AUCTION CLEARANCE SALE OF CHOICE FURNITURE & EFFECTS, <box>16 497 153 518</box>
ad-subtitle: EXCEPTIONAL FINE CITY HOME, No. 25 PORTLAND CRESCENT, <box>304 992 411 1022</box>
land-ad <box>570 1183 838 1200</box>
auction-ad <box>16 54 153 251</box>
ad-lead: THAT SPLENDID RESIDENCE, <box>297 1079 418 1089</box>
ad-venue: IN THE DOMINION FARMERS' INSTITUTE BUILDING. <box>432 119 555 139</box>
agent-name: HERBERT HEWITT, <box>917 685 1032 700</box>
ad-body: WILLIAMS & KETTLE, LTD., will offer for sale on KOPARUKORE, near Hastings, Hawke's Bay, on FRIDAY, MARCH 30, 1928. <box>710 179 839 204</box>
land-ad <box>848 74 1101 82</box>
ad-body: 100 ACRES, all flat; 88 acres ploughable. <box>848 758 963 766</box>
ad-headline: TARANAKI FARMER WANTS A SEASIDE HOUSE <box>589 1151 819 1180</box>
tenders-note: See Page 3 <box>754 507 795 518</box>
auction-ad <box>162 54 287 181</box>
ad-subtitle: SUBDIVISIONAL SALE OF SUBURBAN LAND <box>722 67 827 87</box>
ad-subtitle: THIS DELIGHTFUL RESIDENCE <box>318 529 397 549</box>
ad-title: MORTGAGEES' SALE <box>931 843 1018 852</box>
agent-box: P.O. BOX 313, WANGANUI. <box>661 1219 747 1228</box>
ad-price: PRICE £21 PER ACRE. CASH REQUIRED ONLY £350. <box>892 366 1057 375</box>
ad-detail: ▬▬ ▬ ▬▬▬ ▬ ▬ ▬▬ ▬ ▬▬ ▬ ▬▬▬ ▬ ▬ ▬▬ ▬ ▬▬ ▬ ▬▬▬ ▬ ▬ ▬▬ ▬ ▬▬ ▬ ▬▬▬ ▬ ▬ ▬▬ ▬ ▬▬ ▬ ▬▬▬ ▬ ▬ ▬▬ ▬ ▬▬ ▬ ▬▬▬ ▬ ▬ ▬▬ ▬ ▬▬ ▬ ▬▬▬ ▬ ▬ ▬▬ ▬ ▬▬ ▬ ▬▬▬ ▬ ▬ ▬▬ ▬ ▬▬ ▬ ▬▬▬ ▬ ▬ ▬▬ ▬ ▬▬ ▬ ▬▬▬ ▬ ▬ ▬▬ ▬ ▬▬ ▬ ▬▬▬ ▬ ▬ ▬▬ ▬ ▬▬ ▬ ▬▬▬ ▬ ▬ ▬▬ ▬ ▬▬ ▬ ▬▬▬ ▬ ▬ ▬▬ ▬ ▬▬ ▬ ▬▬▬ ▬ ▬ ▬▬ ▬ ▬▬ ▬ ▬▬▬ ▬ ▬ ▬▬ ▬ ▬▬ ▬ ▬▬▬ ▬ ▬ ▬▬ ▬ ▬▬ ▬ ▬▬▬ ▬ ▬ ▬▬ ▬ ▬▬ ▬ ▬▬▬ ▬ ▬ ▬▬ ▬ <box>568 525 701 613</box>
ad-body: MESSRS. S. GEORGE NATHAN AND CO. are instructed by the Owner to submit to Auction. <box>296 501 419 525</box>
land-ad <box>848 441 1101 449</box>
page-number: 16 <box>12 8 34 33</box>
auction-ad <box>568 311 701 438</box>
ad-place: 4 MAHOE ROAD, KELBURN <box>312 473 403 482</box>
ad-body: SUPERIOR HOUSEHOLD FURNITURE, UPRIGHT GRAND PIANO, SINGER DROPHEAD MACHINE, and the contents of a lovely home, sent in from Kelburn. <box>16 290 153 323</box>
ad-title: MONDAY NEXT. <box>192 54 257 63</box>
land-ad <box>710 388 839 415</box>
ad-title: MONDAY 1 p.m. MONDAY <box>33 260 136 270</box>
ad-callout: FINE SUNNY POSITION. <box>309 650 406 660</box>
ad-signature: N.Z. FARMERS' CO. DISTRIBUTING CO., LTD., FEILDING. <box>884 769 1065 778</box>
ad-title: SALE BY ORDER OF THE MORTGAGEE. <box>174 889 275 909</box>
ad-title: CLEARING SALE OF LIVE AND DEAD STOCK. <box>22 689 147 709</box>
column-auctions-1 <box>12 38 158 1428</box>
ad-title: UNRESERVED CLEARING SALE. <box>428 454 559 464</box>
ad-title: COMPLETE DISPERSAL SALE OF THE "MOROA" JERSEY STUD, <box>164 507 285 538</box>
land-ad <box>848 501 1101 509</box>
land-ad <box>848 798 1101 806</box>
ad-signature: H. ERNEST LEIGHTON, Auctioneer. <box>179 871 287 880</box>
ad-body: MESSRS. DALGETY AND CO., LTD., acting under instructions from Mr. James Bishop, who has retiring, will offer the following stock. <box>16 915 153 940</box>
ad-signature: H. ERNEST LEIGHTON, Auctioneer. <box>311 961 419 970</box>
ad-body: LEVIN BARGAIN.—4 ACRES, 4-roomed house, with large outbuildings. <box>848 871 1052 879</box>
ad-title: LEVIN SALE <box>188 369 261 384</box>
ad-date: FRIDAY, MARCH 2, 1928. <box>318 682 397 691</box>
auction-ad <box>296 670 419 813</box>
ad-signature: S. GEORGE NATHAN AND CO., 21 GREY STREET. <box>312 425 419 442</box>
ad-title: A GOOD SHEEP PROPERTY, CAPABLE OF GREAT IMPROVEMENT, FOR SALE AS A GOING CONCERN. <box>870 54 1079 72</box>
ad-signature: E. JOHNSTON, Auctioneer. <box>207 352 287 361</box>
land-ad <box>848 674 1101 682</box>
agent-place: REAL ESTATE AGENT, FEILDING. <box>921 645 1028 654</box>
agent-place: PALMERSTON NORTH. <box>937 300 1012 309</box>
ad-title: PRELIMINARY ADVERTISEMENT. <box>186 1036 263 1056</box>
ad-callout: NOW IS THE TIME TO BUY YOUR HOME SITE! <box>303 314 412 334</box>
ad-signature: BIRNIE, COOMBS AND WILSON. <box>652 1295 756 1304</box>
ad-lead: VALUABLE CITY FREEHOLDS IN DUNEDIN, <box>585 131 684 175</box>
masthead <box>12 8 1104 36</box>
ad-detail: ▬▬ ▬ ▬▬▬ ▬ ▬ ▬▬ ▬ ▬▬ ▬ ▬▬▬ ▬ ▬ ▬▬ ▬ ▬▬ ▬ ▬▬▬ ▬ ▬ ▬▬ ▬ ▬▬ ▬ ▬▬▬ ▬ ▬ ▬▬ ▬ ▬▬ ▬ ▬▬▬ ▬ ▬ ▬▬ ▬ ▬▬ ▬ ▬▬▬ ▬ ▬ ▬▬ ▬ ▬▬ ▬ ▬▬▬ ▬ ▬ ▬▬ ▬ ▬▬ ▬ ▬▬▬ ▬ ▬ ▬▬ ▬ ▬▬ ▬ ▬▬▬ ▬ ▬ ▬▬ ▬ ▬▬ ▬ ▬▬▬ ▬ ▬ ▬▬ ▬ ▬▬ ▬ ▬▬▬ ▬ ▬ ▬▬ ▬ ▬▬ ▬ ▬▬▬ ▬ ▬ ▬▬ ▬ ▬▬ ▬ ▬▬▬ ▬ ▬ ▬▬ ▬ ▬▬ ▬ ▬▬▬ ▬ ▬ ▬▬ ▬ ▬▬ ▬ ▬▬▬ ▬ ▬ ▬▬ ▬ ▬▬ ▬ ▬▬▬ ▬ ▬ ▬▬ ▬ ▬▬ ▬ ▬▬▬ ▬ ▬ ▬▬ ▬ ▬▬ ▬ ▬▬▬ ▬ ▬ ▬▬ ▬ <box>568 203 701 292</box>
column-heading: AUCTIONS. <box>16 38 153 50</box>
ad-title: THE CHEAPEST FARM IN THE DOMINION. <box>888 719 1061 729</box>
ad-title: TO-DAY, SATURDAY, AT 1.30 P.M. <box>19 54 150 63</box>
ad-terms: EXCEPTIONALLY EASY TERMS, viz.: £25 DEPOSIT, £25 in 6 months, £25 in 12 months, AND THE BALANCE ARRANGED. <box>298 338 417 389</box>
ad-signature: KENNETH McDONALD, SOLE AGENT, PALMERSTON NORTH. <box>876 512 1073 521</box>
auction-ad <box>16 260 153 334</box>
ad-plans: FOR PLANS AND FURTHER INFORMATION SEE THE AUCTIONEERS. <box>302 392 413 422</box>
ad-title: PUBLIC TRUST AUCTION SALE. <box>429 54 558 63</box>
ad-body: WRIGHT, STEPHENSON & CO., LTD., acting under instructions from the Registrar of the Supreme Court at Masterton. <box>428 329 559 354</box>
land-ad <box>570 1284 838 1292</box>
ad-title: WAIRARAPA. <box>677 1230 731 1240</box>
ad-place: AT MART, 38 MANNERS STREET, Opp. Regent Theatre, for Flat Up. <box>24 272 145 290</box>
ad-title: SUPPLEMENTARY EWE FAIR. <box>24 343 145 353</box>
auction-ad <box>162 889 287 1027</box>
ad-body: UNDER CONDUCT OF THE REGISTRAR OF THE SUPREME COURT, FARM NEAR SHANNON. <box>162 911 287 936</box>
ad-body: 1470 ACRES, Freehold, of undulating and rolling country. <box>848 540 1008 548</box>
ad-body: 100 FEET, by a depth of 165 feet, in Hautour Road. <box>848 797 989 805</box>
ad-detail: ▬▬ ▬ ▬▬▬ ▬ ▬ ▬▬ ▬ ▬▬ ▬ ▬▬▬ ▬ ▬ ▬▬ ▬ ▬▬ ▬ ▬▬▬ ▬ ▬ ▬▬ ▬ ▬▬ ▬ ▬▬▬ ▬ ▬ ▬▬ ▬ ▬▬ ▬ ▬▬▬ ▬ ▬ ▬▬ ▬ ▬▬ ▬ ▬▬▬ ▬ ▬ ▬▬ ▬ ▬▬ ▬ ▬▬▬ ▬ ▬ ▬▬ ▬ ▬▬ ▬ ▬▬▬ ▬ ▬ ▬▬ ▬ ▬▬ ▬ ▬▬▬ ▬ ▬ ▬▬ ▬ ▬▬ ▬ ▬▬▬ ▬ ▬ ▬▬ ▬ ▬▬ ▬ ▬▬▬ ▬ ▬ ▬▬ ▬ ▬▬ ▬ ▬▬▬ ▬ ▬ ▬▬ ▬ ▬▬ ▬ ▬▬▬ ▬ ▬ ▬▬ ▬ ▬▬ ▬ ▬▬▬ ▬ ▬ ▬▬ ▬ ▬▬ ▬ ▬▬▬ ▬ ▬ ▬▬ ▬ ▬▬ ▬ ▬▬▬ ▬ ▬ ▬▬ ▬ ▬▬ ▬ ▬▬▬ ▬ ▬ ▬▬ ▬ ▬▬ ▬ ▬▬▬ ▬ ▬ ▬▬ ▬ <box>16 400 153 488</box>
ad-title: SOLID VALUE OFFERING HERE. <box>909 529 1040 539</box>
auction-ad <box>162 190 287 361</box>
